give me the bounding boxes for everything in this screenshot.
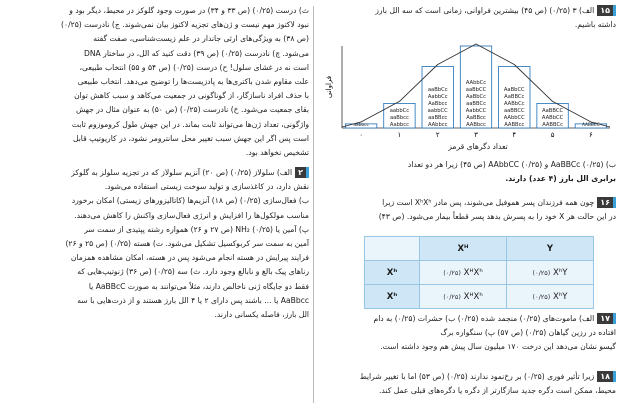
question-number-15: ۱۵ bbox=[597, 5, 616, 16]
left-top-line: با حذف افراد ناسازگار، از گوناگونی در جمعیت می‌کاهد و سبب کاهش توان bbox=[74, 91, 309, 101]
chart-bar-genotype: AABbCc bbox=[503, 101, 525, 107]
chart-bar-genotype: aaBbcc bbox=[389, 115, 409, 121]
question-2-line1: ۲الف) سلولاز (۰/۲۵) (ص ۲۰) آنزیم سلولاز که در تجزیه سلولز به گلوکز bbox=[6, 166, 309, 180]
question-2-line: نقش دارد، در کاغذسازی و تولید سوخت زیستی استفاده می‌شود. bbox=[104, 182, 309, 192]
chart-bar-genotype: aabbCC bbox=[427, 108, 448, 114]
question-number-18: ۱۸ bbox=[597, 371, 616, 382]
left-top-line: نبود لاکتوز مهم نیست و ژن‌های تجزیه لاکتوز بیان نمی‌شوند. ج) نادرست (۰/۲۵) bbox=[61, 20, 309, 30]
chart-bar-genotype: AABBCC bbox=[581, 123, 600, 128]
question-15-line1: ۱۵الف) ۳ (۰/۲۵) (ص ۴۵) بیشترین فراوانی، زمانی است که سه الل بارز bbox=[320, 4, 616, 18]
chart-bar-genotype: AABbCC bbox=[541, 115, 564, 121]
chart-tick-label: ۵ bbox=[550, 131, 555, 139]
chart-bar-genotype: AABBCc bbox=[542, 122, 563, 128]
question-number-17: ۱۷ bbox=[597, 313, 616, 324]
chart-bar-genotype: AaBbcc bbox=[428, 101, 448, 107]
chart-tick-label: ۳ bbox=[474, 131, 478, 139]
punnett-cell-21: (۰/۲۵) XᴴXʰ bbox=[420, 285, 507, 309]
chart-bar-genotype: AAbbcc bbox=[427, 122, 448, 128]
punnett-square bbox=[364, 236, 594, 309]
chart-x-caption: تعداد دگرهای قرمز bbox=[448, 142, 508, 151]
question-2-line: آمین به سمت سر کربوکسیل تشکیل می‌شود. ت) هسته (۰/۲۵) (ص ۲۵ و ۲۶) bbox=[65, 239, 309, 249]
chart-bar-genotype: AaBBCc bbox=[504, 94, 525, 100]
chart-bar-genotype: aaBBcc bbox=[428, 115, 448, 121]
left-top-line: است نه در غشای سلول! ح) درست (۰/۲۵) (ص ۵۴ و ۵۵) انتخاب طبیعی، bbox=[79, 62, 309, 72]
chart-bar-genotype: aaBBCC bbox=[503, 108, 525, 114]
question-2-body bbox=[6, 180, 309, 322]
question-15-line2: داشته باشیم. bbox=[574, 20, 616, 30]
question-15b-line2: برابری الل بارز (۴ عدد) دارند. bbox=[505, 174, 616, 184]
chart-bar-genotype: aabbcc bbox=[353, 123, 369, 128]
question-2-line: فقط دو جایگاه ژنی ناخالص دارند، مثلاً می‌توانند به صورت AaBBcC یا bbox=[88, 281, 309, 291]
chart-tick-label: ۲ bbox=[435, 131, 440, 139]
chart-bar-genotype: AABbcc bbox=[466, 122, 486, 128]
chart-tick-label: ۰ bbox=[359, 131, 364, 139]
chart-tick-label: ۶ bbox=[588, 131, 593, 139]
chart-bar-genotype: aaBBCc bbox=[466, 101, 486, 107]
question-2-line: الل بارز، فاصله یکسانی دارند. bbox=[214, 310, 309, 320]
left-column bbox=[6, 0, 309, 409]
left-top-line: ث) درست (۰/۲۵) (ص ۳۳ و ۳۴) در صورت وجود گلوکز در محیط، دیگر بود و bbox=[69, 6, 309, 15]
left-top-line: علت مقاوم شدن باکتری‌ها به پادزیست‌ها را توضیح می‌دهد. انتخاب طبیعی bbox=[77, 77, 309, 87]
question-18-line2: محیط، ممکن است دگره جدید سازگارتر از دگره یا دگره‌های قبلی عمل کند. bbox=[379, 386, 616, 396]
punnett-col-header-1: Xᴴ bbox=[420, 237, 507, 261]
chart-bar-genotype: AaBbCC bbox=[503, 87, 525, 93]
punnett-row-header-2: Xʰ bbox=[365, 285, 420, 309]
left-top-line: می‌شود. چ) نادرست (۰/۲۵) (ص ۳۹) دقت کنید که الل، در ساختار DNA bbox=[84, 48, 309, 58]
question-2-line: AaBbcc یا ... باشند پس دارای ۲ یا ۴ الل بارز هستند و از ذرت‌هایی با سه bbox=[77, 295, 309, 305]
punnett-cell-12: (۰/۲۵) XʰY bbox=[507, 261, 594, 285]
punnett-cell-11: (۰/۲۵) XᴴXʰ bbox=[420, 261, 507, 285]
chart-bar-genotype: AAbbCc bbox=[465, 80, 487, 86]
chart-bar-genotype: AaBbCc bbox=[465, 94, 487, 100]
punnett-cell-22: (۰/۲۵) XʰY bbox=[507, 285, 594, 309]
left-top-line: واژگونی، تعداد ژن‌ها می‌تواند ثابت بماند. در این جهش طول کروموزوم ثابت bbox=[71, 119, 309, 129]
chart-bar-genotype: AabbCC bbox=[465, 108, 487, 114]
left-top-paragraph bbox=[6, 4, 309, 160]
question-16-line1: ۱۶چون همه فرزندان پسر هموفیل می‌شوند، پس مادر XʰXʰ است زیرا bbox=[320, 196, 616, 210]
punnett-col-header-2: Y bbox=[507, 237, 594, 261]
question-2-line: ب) فعال‌سازی (۰/۲۵) (ص ۱۸) آنزیم‌ها (کاتالیزورهای زیستی) امکان برخورد bbox=[71, 196, 309, 206]
chart-bar-genotype: aabbCc bbox=[389, 108, 410, 114]
left-top-line: (ص ۳۸) به ویژگی‌های ارثی جاندار در علم زیست‌شناسی، صفت گفته bbox=[93, 34, 309, 44]
column-divider bbox=[313, 6, 314, 403]
question-2-line: فرایند پیرایش در هسته انجام می‌شود پس در هسته، امکان مشاهده همزمان bbox=[70, 253, 309, 263]
chart-bar-genotype: Aabbcc bbox=[389, 122, 409, 128]
question-17-line2: افتاده در رزین گیاهان (۰/۲۵) (ص ۵۷) پ) سنگواره برگ bbox=[440, 328, 616, 338]
left-top-line: است پس اگر این جهش سبب تغییر محل سانترومر نشود، در کاریوتیپ قابل bbox=[72, 133, 309, 143]
question-2-line: رناهای پیک بالغ و نابالغ وجود دارد. ث) سه (۰/۲۵) (ص ۳۶) ژنوتیپ‌هایی که bbox=[77, 267, 309, 277]
chart-bar-genotype: AaBBcc bbox=[466, 115, 486, 121]
chart-tick-label: ۱ bbox=[397, 131, 402, 139]
chart-y-label: فراوانی bbox=[325, 75, 333, 99]
chart-bar-genotype: aaBbCC bbox=[465, 87, 487, 93]
question-2-line: پ) آمین یا NH₂ (۰/۲۵) (ص ۲۷ و ۲۶) همواره رشته پپتیدی از سمت سر bbox=[84, 224, 309, 234]
question-17-line1: ۱۷الف) ماموت‌های (۰/۲۵) منجمد شده (۰/۲۵) ب) حشرات (۰/۲۵) به دام bbox=[320, 312, 616, 326]
chart-bar-genotype: AabbCc bbox=[427, 94, 448, 100]
left-top-line: تشخیص نخواهد بود. bbox=[245, 148, 309, 158]
question-2 bbox=[6, 166, 309, 322]
genotype-frequency-chart bbox=[322, 40, 612, 140]
chart-tick-label: ۴ bbox=[512, 131, 517, 139]
question-number-16: ۱۶ bbox=[597, 197, 616, 208]
question-18-line1: ۱۸زیرا تأثیر فوری (۰/۲۵) بر رخ‌نمود ندارند (۰/۲۵) (ص ۵۳) اما با تغییر شرایط bbox=[320, 370, 616, 384]
question-number-2: ۲ bbox=[295, 167, 309, 178]
chart-bar-genotype: AABBcc bbox=[504, 122, 525, 128]
chart-bar-genotype: aaBbCc bbox=[427, 87, 448, 93]
left-top-line: بقای جمعیت می‌شود. خ) نادرست (۰/۲۵) (ص ۵۰) به عنوان مثال در جهش bbox=[75, 105, 309, 115]
question-15b-line1: ب) AaBBCc (۰/۲۵) و AAbbCC (۰/۲۵) (ص ۴۵) زیرا هر دو تعداد bbox=[407, 160, 616, 169]
question-17-line3: گیسو نشان می‌دهد این درخت ۱۷۰ میلیون سال پیش هم وجود داشته است. bbox=[380, 342, 616, 352]
question-2-line: مناسب مولکول‌ها را افزایش و انرژی فعال‌سازی واکنش را کاهش می‌دهند. bbox=[74, 210, 309, 220]
question-16-line2: در این حالت هر X خود را به پسرش بدهد پسر قطعاً بیمار می‌شود. (ص ۴۳) bbox=[378, 212, 616, 222]
chart-bar-genotype: AAbbCC bbox=[503, 115, 525, 121]
punnett-corner bbox=[365, 237, 420, 261]
chart-bar-genotype: AaBBCC bbox=[542, 108, 564, 114]
punnett-row-header-1: Xʰ bbox=[365, 261, 420, 285]
